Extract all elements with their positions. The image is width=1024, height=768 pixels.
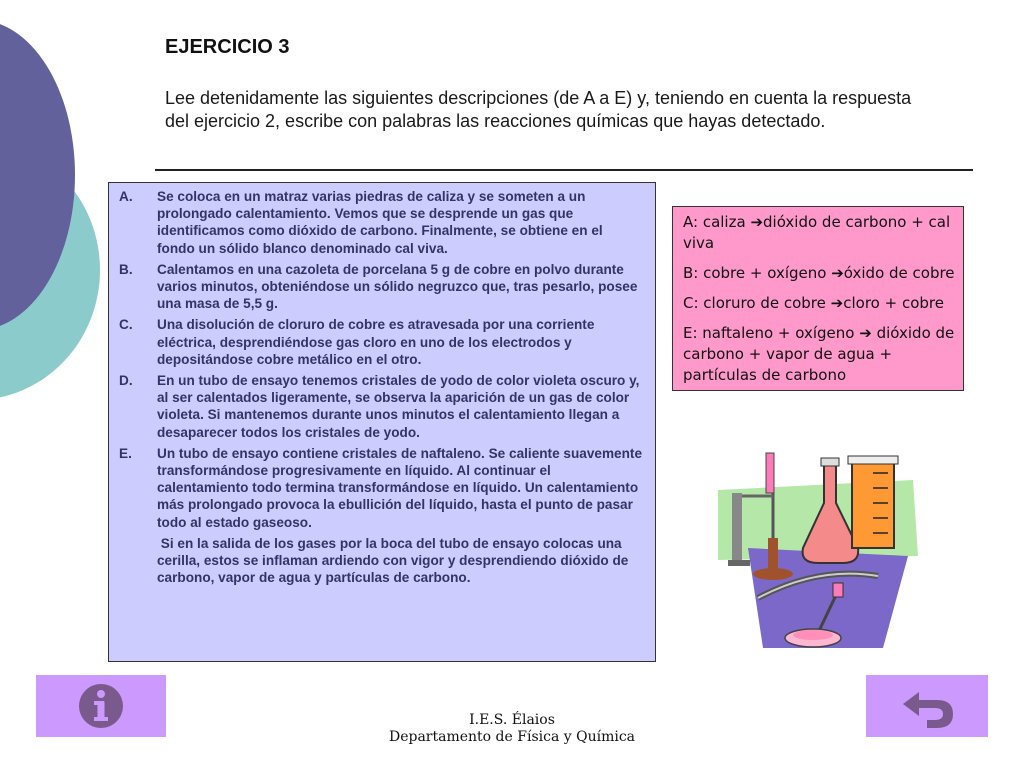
description-item-e — [119, 445, 643, 531]
footer-school: I.E.S. Élaios — [469, 712, 555, 728]
descriptions-box — [108, 182, 656, 662]
description-text: Una disolución de cloruro de cobre es atravesada por una corriente eléctrica, desprendiéndose gas cloro en uno de los electrodos y depositándose cobre metálico en el otro. — [157, 317, 595, 367]
arrow-icon: ➔ — [859, 324, 872, 342]
lab-equipment-illustration — [718, 448, 918, 668]
description-item-a — [119, 188, 643, 257]
info-icon — [77, 682, 125, 730]
description-letter: D. — [119, 373, 133, 389]
description-letter: E. — [119, 445, 132, 461]
description-letter: C. — [119, 317, 133, 333]
answer-e: E: naftaleno + oxígeno ➔ dióxido de carbono + vapor de agua + partículas de carbono — [683, 324, 960, 384]
description-text: Un tubo de ensayo contiene cristales de naftaleno. Se caliente suavemente transformándose progresivamente en líquido. Al continuar el calentamiento todo termina transformándose en líquido. Un calentamiento más prolongado provoca la ebullición del líquido, hasta el punto de pasar todo al estado gaseoso. — [157, 445, 643, 530]
description-item-d — [119, 372, 643, 441]
description-item-b — [119, 261, 643, 313]
title-divider — [155, 169, 973, 171]
footer-department: Departamento de Física y Química — [388, 729, 636, 745]
arrow-icon: ➔ — [831, 264, 844, 282]
description-text: En un tubo de ensayo tenemos cristales de yodo de color violeta oscuro y, al ser calentados ligeramente, se observa la aparición de un gas de color violeta. Si mantenemos durante unos minutos el calentamiento llegan a desaparecer todos los cristales de yodo. — [157, 373, 640, 440]
description-letter: A. — [119, 189, 133, 204]
return-button[interactable] — [866, 675, 988, 737]
info-button[interactable] — [36, 675, 166, 737]
arrow-icon: ➔ — [750, 213, 764, 231]
description-text: Se coloca en un matraz varias piedras de caliza y se someten a un prolongado calentamiento. Vemos que se desprende un gas que identificamos como dióxido de carbono. Finalmente, se obtiene en el fondo un sólido blanco denominado cal viva. — [157, 189, 603, 256]
arrow-icon: ➔ — [830, 294, 844, 312]
exercise-instructions: Lee detenidamente las siguientes descripciones (de A a E) y, teniendo en cuenta la respuesta del ejercicio 2, escribe con palabras las reacciones químicas que hayas detectado. — [165, 88, 912, 131]
description-item-c — [119, 316, 643, 368]
exercise-title: EJERCICIO 3 — [165, 36, 290, 58]
description-extra-paragraph: Si en la salida de los gases por la boca del tubo de ensayo colocas una cerilla, estos se inflaman ardiendo con vigor y desprendiendo dióxido de carbono, vapor de agua y partículas de carbono. — [157, 535, 633, 586]
footer — [300, 712, 724, 746]
description-text: Calentamos en una cazoleta de porcelana 5 g de cobre en polvo durante varios minutos, obteniéndose un sólido negruzco que, tras pesarlo, posee una masa de 5,5 g. — [157, 261, 638, 312]
description-letter: B. — [119, 261, 133, 277]
return-arrow-icon — [899, 682, 955, 730]
answer-a: A: caliza ➔dióxido de carbono + cal viva — [683, 213, 951, 252]
answers-box — [672, 206, 964, 391]
answer-c: C: cloruro de cobre ➔cloro + cobre — [683, 294, 944, 312]
answer-b: B: cobre + oxígeno ➔óxido de cobre — [683, 264, 955, 282]
